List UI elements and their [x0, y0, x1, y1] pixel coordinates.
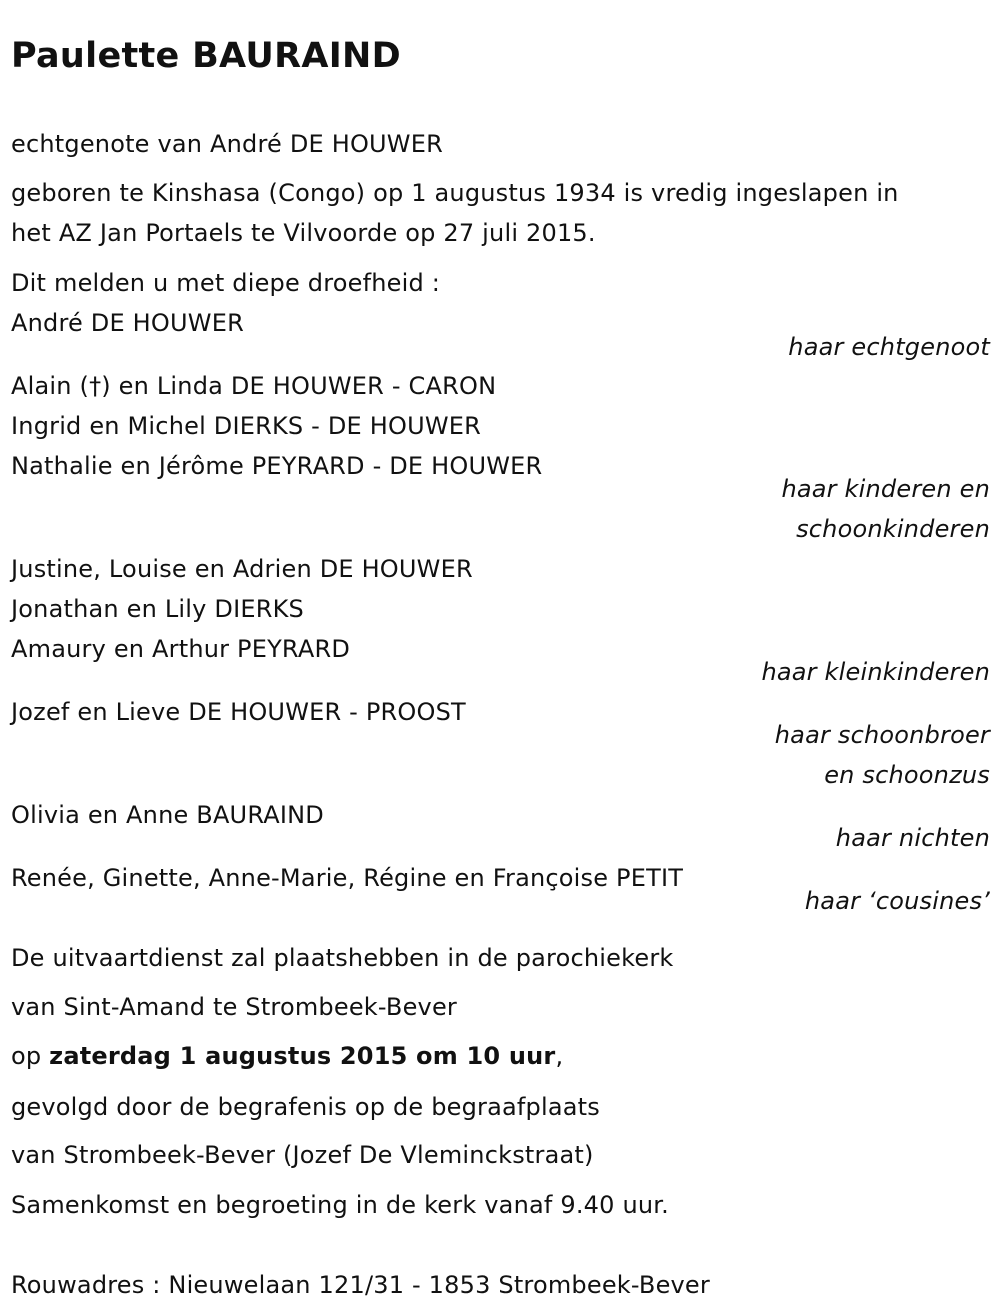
funeral-date-prefix: op: [11, 1042, 50, 1070]
mourning-address: Rouwadres : Nieuwelaan 121/31 - 1853 Strombeek-Bever: [11, 1271, 710, 1299]
funeral-detail: van Sint-Amand te Strombeek-Bever: [11, 993, 457, 1021]
mourner-name: Jozef en Lieve DE HOUWER - PROOST: [11, 698, 466, 726]
relation-label: haar ‘cousines’: [804, 887, 990, 915]
relation-label: schoonkinderen: [796, 515, 990, 543]
birth-death-line: geboren te Kinshasa (Congo) op 1 augustus 1934 is vredig ingeslapen in: [11, 179, 899, 207]
funeral-detail: van Strombeek-Bever (Jozef De Vleminckstraat): [11, 1141, 594, 1169]
relation-label: haar nichten: [835, 824, 990, 852]
relation-label: haar echtgenoot: [788, 333, 990, 361]
mourner-name: Justine, Louise en Adrien DE HOUWER: [11, 555, 473, 583]
spouse-line: echtgenote van André DE HOUWER: [11, 130, 443, 158]
mourner-name: Alain (†) en Linda DE HOUWER - CARON: [11, 372, 497, 400]
mourner-name: Nathalie en Jérôme PEYRARD - DE HOUWER: [11, 452, 543, 480]
relation-label: haar schoonbroer: [774, 721, 990, 749]
funeral-date: zaterdag 1 augustus 2015 om 10 uur: [49, 1042, 556, 1070]
funeral-detail: De uitvaartdienst zal plaatshebben in de parochiekerk: [11, 944, 674, 972]
birth-death-line: het AZ Jan Portaels te Vilvoorde op 27 juli 2015.: [11, 219, 596, 247]
mourner-name: Olivia en Anne BAURAIND: [11, 801, 324, 829]
funeral-date-line: [11, 1036, 563, 1076]
mourner-name: Ingrid en Michel DIERKS - DE HOUWER: [11, 412, 482, 440]
mourner-name: André DE HOUWER: [11, 309, 244, 337]
mourner-name: Renée, Ginette, Anne-Marie, Régine en Françoise PETIT: [11, 864, 684, 892]
relation-label: haar kinderen en: [781, 475, 990, 503]
funeral-detail: gevolgd door de begrafenis op de begraafplaats: [11, 1093, 600, 1121]
funeral-date-suffix: ,: [555, 1042, 564, 1070]
mourner-name: Jonathan en Lily DIERKS: [11, 595, 304, 623]
relation-label: en schoonzus: [824, 761, 990, 789]
mourner-name: Amaury en Arthur PEYRARD: [11, 635, 351, 663]
announcement: Dit melden u met diepe droefheid :: [11, 269, 441, 297]
relation-label: haar kleinkinderen: [761, 658, 990, 686]
deceased-name: Paulette BAURAIND: [11, 36, 401, 76]
funeral-detail: Samenkomst en begroeting in de kerk vanaf 9.40 uur.: [11, 1191, 669, 1219]
